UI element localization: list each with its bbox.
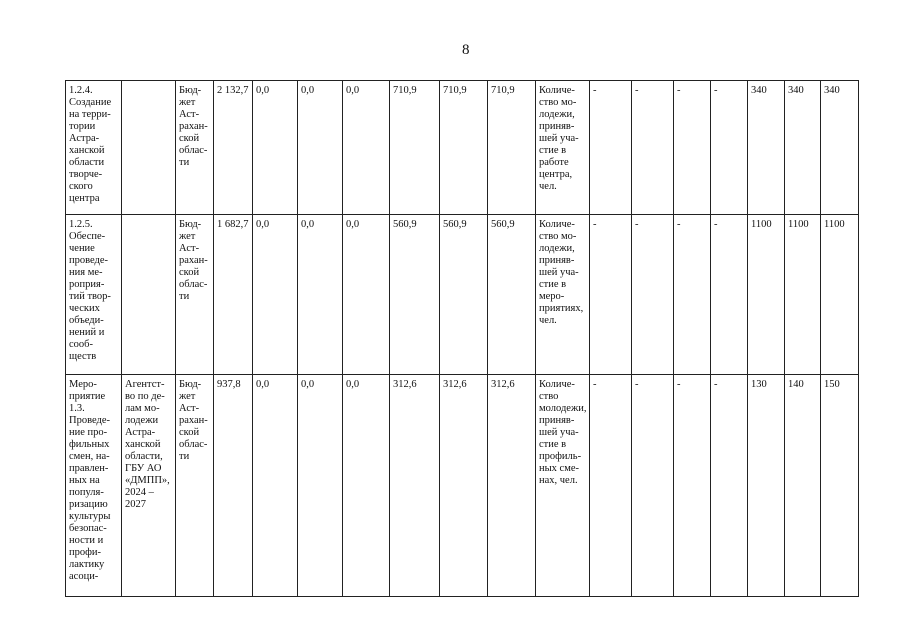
cell-value-4: 312,6 [390, 375, 440, 597]
cell-text-line: сооб- [69, 339, 93, 350]
cell-value-1: 0,0 [253, 215, 298, 375]
cell-text-line: Количе- [539, 379, 575, 390]
cell-text-line: асоци- [69, 571, 99, 582]
cell-value-3: 0,0 [343, 215, 390, 375]
cell-funding-source [176, 215, 214, 375]
cell-total: 2 132,7 [214, 81, 253, 215]
cell-target-7: 150 [821, 375, 859, 597]
cell-text-line: шей уча- [539, 133, 579, 144]
cell-target-3: - [674, 215, 711, 375]
cell-text-line: профи- [69, 547, 102, 558]
cell-text-line: «ДМПП», [125, 475, 170, 486]
cell-text-line: Аст- [179, 403, 200, 414]
cell-text-line: 2024 – [125, 487, 154, 498]
cell-text-line: ство [539, 391, 559, 402]
cell-target-4: - [711, 375, 748, 597]
cell-text-line: приняв- [539, 255, 575, 266]
cell-text-line: Астра- [69, 133, 100, 144]
cell-text-line: правлен- [69, 463, 109, 474]
cell-target-6: 1100 [785, 215, 821, 375]
cell-text-line: Бюд- [179, 219, 202, 230]
program-table [65, 80, 859, 597]
cell-target-4: - [711, 81, 748, 215]
cell-target-5: 1100 [748, 215, 785, 375]
cell-text-line: ГБУ АО [125, 463, 162, 474]
cell-text-line: стие в [539, 145, 567, 156]
cell-text-line: ской [179, 427, 200, 438]
cell-text-line: ство мо- [539, 97, 577, 108]
cell-target-1: - [590, 215, 632, 375]
cell-text-line: популя- [69, 487, 104, 498]
cell-text-line: проведе- [69, 255, 109, 266]
cell-text-line: лам мо- [125, 403, 160, 414]
cell-text-line: жет [179, 97, 196, 108]
cell-text-line: области, [125, 451, 163, 462]
cell-text-line: фильных [69, 439, 110, 450]
cell-target-1: - [590, 81, 632, 215]
cell-text-line: Агентст- [125, 379, 165, 390]
cell-text-line: чел. [539, 315, 557, 326]
cell-target-3: - [674, 375, 711, 597]
cell-text-line: Аст- [179, 109, 200, 120]
cell-text-line: лодежи [125, 415, 159, 426]
table-row [66, 81, 859, 215]
cell-value-2: 0,0 [298, 215, 343, 375]
cell-value-3: 0,0 [343, 375, 390, 597]
cell-executor [122, 375, 176, 597]
cell-text-line: стие в [539, 439, 567, 450]
cell-target-7: 1100 [821, 215, 859, 375]
cell-value-6: 560,9 [488, 215, 536, 375]
cell-text-line: ных на [69, 475, 100, 486]
cell-text-line: ческих [69, 303, 100, 314]
cell-text-line: тории [69, 121, 96, 132]
cell-text-line: лодежи, [539, 109, 575, 120]
cell-text-line: приняв- [539, 121, 575, 132]
cell-text-line: тий твор- [69, 291, 111, 302]
table-row [66, 215, 859, 375]
cell-value-5: 312,6 [440, 375, 488, 597]
cell-target-6: 140 [785, 375, 821, 597]
cell-text-line: работе [539, 157, 569, 168]
cell-text-line: объеди- [69, 315, 104, 326]
cell-text-line: смен, на- [69, 451, 110, 462]
cell-text-line: меро- [539, 291, 565, 302]
cell-activity-name [66, 81, 122, 215]
cell-text-line: 1.2.4. [69, 85, 93, 96]
cell-text-line: центра [69, 193, 100, 204]
cell-activity-name [66, 375, 122, 597]
cell-target-3: - [674, 81, 711, 215]
cell-text-line: ризацию [69, 499, 108, 510]
cell-target-6: 340 [785, 81, 821, 215]
cell-text-line: Количе- [539, 85, 575, 96]
cell-text-line: ности и [69, 535, 104, 546]
cell-text-line: ных сме- [539, 463, 580, 474]
cell-text-line: приятиях, [539, 303, 584, 314]
cell-text-line: Аст- [179, 243, 200, 254]
cell-value-5: 560,9 [440, 215, 488, 375]
cell-text-line: Меро- [69, 379, 97, 390]
table-row [66, 375, 859, 597]
cell-text-line: молодежи, [539, 403, 587, 414]
cell-indicator [536, 81, 590, 215]
cell-total: 1 682,7 [214, 215, 253, 375]
cell-text-line: ской [179, 133, 200, 144]
cell-executor [122, 81, 176, 215]
cell-text-line: облас- [179, 439, 208, 450]
cell-text-line: творче- [69, 169, 103, 180]
cell-text-line: облас- [179, 145, 208, 156]
cell-value-1: 0,0 [253, 375, 298, 597]
cell-target-2: - [632, 215, 674, 375]
cell-activity-name [66, 215, 122, 375]
cell-text-line: Проведе- [69, 415, 111, 426]
cell-target-4: - [711, 215, 748, 375]
cell-text-line: ханской [69, 145, 105, 156]
cell-target-5: 130 [748, 375, 785, 597]
cell-executor [122, 215, 176, 375]
cell-text-line: Создание [69, 97, 112, 108]
cell-text-line: рахан- [179, 255, 208, 266]
cell-text-line: ти [179, 451, 190, 462]
cell-text-line: чение [69, 243, 95, 254]
cell-text-line: ство мо- [539, 231, 577, 242]
cell-text-line: 2027 [125, 499, 146, 510]
cell-text-line: ти [179, 291, 190, 302]
cell-text-line: ния ме- [69, 267, 103, 278]
cell-text-line: области [69, 157, 105, 168]
cell-text-line: жет [179, 391, 196, 402]
cell-text-line: профиль- [539, 451, 582, 462]
cell-value-4: 560,9 [390, 215, 440, 375]
cell-funding-source [176, 81, 214, 215]
cell-text-line: ние про- [69, 427, 108, 438]
cell-text-line: ти [179, 157, 190, 168]
cell-text-line: во по де- [125, 391, 165, 402]
cell-text-line: жет [179, 231, 196, 242]
cell-text-line: 1.2.5. [69, 219, 93, 230]
cell-text-line: нений и [69, 327, 105, 338]
cell-value-6: 710,9 [488, 81, 536, 215]
cell-text-line: на терри- [69, 109, 111, 120]
cell-text-line: 1.3. [69, 403, 85, 414]
cell-text-line: Обеспе- [69, 231, 106, 242]
cell-text-line: ской [179, 267, 200, 278]
cell-text-line: шей уча- [539, 427, 579, 438]
cell-text-line: центра, [539, 169, 573, 180]
cell-text-line: безопас- [69, 523, 107, 534]
cell-text-line: стие в [539, 279, 567, 290]
cell-text-line: приятие [69, 391, 106, 402]
cell-text-line: ществ [69, 351, 97, 362]
cell-funding-source [176, 375, 214, 597]
cell-text-line: лактику [69, 559, 105, 570]
page-number: 8 [462, 42, 470, 58]
cell-target-7: 340 [821, 81, 859, 215]
cell-value-6: 312,6 [488, 375, 536, 597]
cell-text-line: культуры [69, 511, 111, 522]
cell-target-1: - [590, 375, 632, 597]
cell-text-line: чел. [539, 181, 557, 192]
cell-text-line: Астра- [125, 427, 156, 438]
cell-text-line: приняв- [539, 415, 575, 426]
cell-text-line: Бюд- [179, 379, 202, 390]
cell-value-4: 710,9 [390, 81, 440, 215]
cell-text-line: ханской [125, 439, 161, 450]
cell-value-2: 0,0 [298, 375, 343, 597]
cell-text-line: рахан- [179, 415, 208, 426]
cell-indicator [536, 375, 590, 597]
cell-text-line: рахан- [179, 121, 208, 132]
cell-text-line: Бюд- [179, 85, 202, 96]
cell-text-line: ского [69, 181, 93, 192]
cell-value-2: 0,0 [298, 81, 343, 215]
cell-value-5: 710,9 [440, 81, 488, 215]
cell-text-line: шей уча- [539, 267, 579, 278]
cell-total: 937,8 [214, 375, 253, 597]
cell-text-line: лодежи, [539, 243, 575, 254]
cell-value-3: 0,0 [343, 81, 390, 215]
cell-target-2: - [632, 375, 674, 597]
cell-text-line: нах, чел. [539, 475, 578, 486]
cell-value-1: 0,0 [253, 81, 298, 215]
cell-target-5: 340 [748, 81, 785, 215]
cell-indicator [536, 215, 590, 375]
cell-text-line: Количе- [539, 219, 575, 230]
cell-text-line: роприя- [69, 279, 105, 290]
cell-text-line: облас- [179, 279, 208, 290]
cell-target-2: - [632, 81, 674, 215]
